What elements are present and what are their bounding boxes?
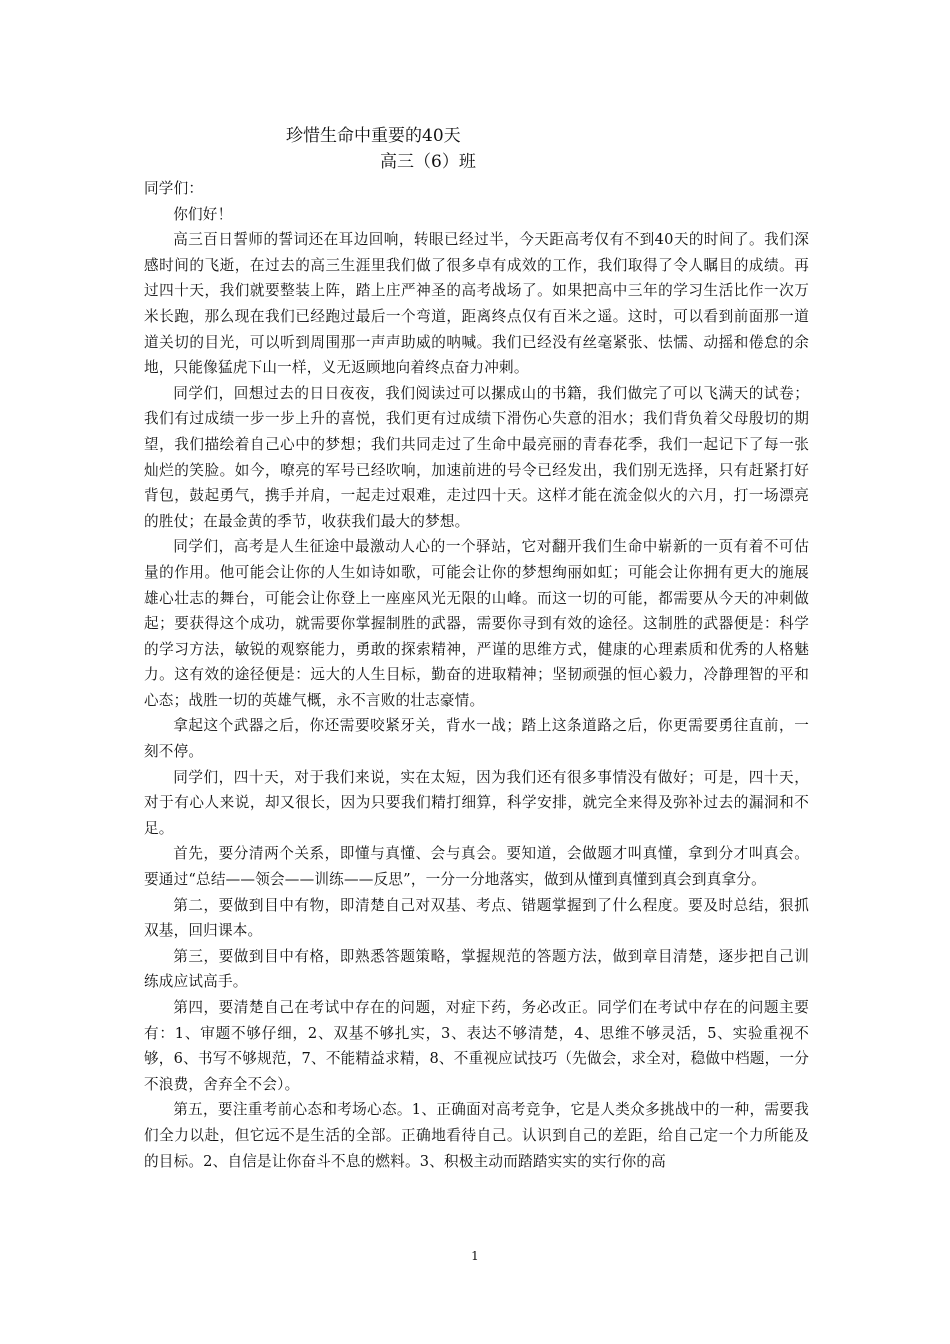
paragraph: 第五，要注重考前心态和考场心态。1、正确面对高考竞争，它是人类众多挑战中的一种，需要我们全力以赴，但它远不是生活的全部。正确地看待自己。认识到自己的差距，给自己定一个力所能及的目标。2、自信是让你奋斗不息的燃料。3、积极主动而踏踏实实的实行你的高 <box>144 1101 809 1170</box>
paragraph: 第二，要做到目中有物，即清楚自己对双基、考点、错题掌握到了什么程度。要及时总结，狠抓双基，回归课本。 <box>144 896 809 940</box>
paragraph: 同学们，四十天，对于我们来说，实在太短，因为我们还有很多事情没有做好；可是，四十天，对于有心人来说，却又很长，因为只要我们精打细算，科学安排，就完全来得及弥补过去的漏洞和不足。 <box>144 768 809 837</box>
page-number: 1 <box>471 1249 479 1263</box>
paragraph: 首先，要分清两个关系，即懂与真懂、会与真会。要知道，会做题才叫真懂，拿到分才叫真会。要通过“总结——领会——训练——反思”，一分一分地落实，做到从懂到真懂到真会到真拿分。 <box>144 845 809 889</box>
document-title: 珍惜生命中重要的40天 <box>286 126 461 146</box>
paragraph: 高三百日誓师的誓词还在耳边回响，转眼已经过半，今天距高考仅有不到40天的时间了。我们深感时间的飞逝，在过去的高三生涯里我们做了很多卓有成效的工作，我们取得了令人瞩目的成绩。再过四十天，我们就要整装上阵，踏上庄严神圣的高考战场了。如果把高中三年的学习生活比作一次万米长跑，那么现在我们已经跑过最后一个弯道，距离终点仅有百米之遥。这时，可以看到前面那一道道关切的目光，可以听到周围那一声声助威的呐喊。我们已经没有丝毫紧张、怯懦、动摇和倦怠的余地，只能像猛虎下山一样，义无返顾地向着终点奋力冲刺。 <box>144 231 809 377</box>
document-subtitle: 高三（6）班 <box>380 152 476 172</box>
paragraph: 同学们，高考是人生征途中最激动人心的一个驿站，它对翻开我们生命中崭新的一页有着不可估量的作用。他可能会让你的人生如诗如歌，可能会让你的梦想绚丽如虹；可能会让你拥有更大的施展雄心壮志的舞台，可能会让你登上一座座风光无限的山峰。而这一切的可能，都需要从今天的冲刺做起；要获得这个成功，就需要你掌握制胜的武器，需要你寻到有效的途径。这制胜的武器便是：科学的学习方法，敏锐的观察能力，勇敢的探索精神，严谨的思维方式，健康的心理素质和优秀的人格魅力。这有效的途径便是：远大的人生目标，勤奋的进取精神；坚韧顽强的恒心毅力，冷静理智的平和心态；战胜一切的英雄气概，永不言败的壮志豪情。 <box>144 538 809 709</box>
paragraph: 第三，要做到目中有格，即熟悉答题策略，掌握规范的答题方法，做到章目清楚，逐步把自己训练成应试高手。 <box>144 947 809 991</box>
greeting: 你们好！ <box>173 205 233 223</box>
document-body <box>144 176 809 1174</box>
paragraph: 同学们，回想过去的日日夜夜，我们阅读过可以摞成山的书籍，我们做完了可以飞满天的试卷；我们有过成绩一步一步上升的喜悦，我们更有过成绩下滑伤心失意的泪水；我们背负着父母殷切的期望，我们描绘着自己心中的梦想；我们共同走过了生命中最亮丽的青春花季，我们一起记下了每一张灿烂的笑脸。如今，嘹亮的军号已经吹响，加速前进的号令已经发出，我们别无选择，只有赶紧打好背包，鼓起勇气，携手并肩，一起走过艰难，走过四十天。这样才能在流金似火的六月，打一场漂亮的胜仗；在最金黄的季节，收获我们最大的梦想。 <box>144 384 809 530</box>
salutation: 同学们： <box>144 180 204 197</box>
paragraph: 第四，要清楚自己在考试中存在的问题，对症下药，务必改正。同学们在考试中存在的问题主要有：1、审题不够仔细，2、双基不够扎实，3、表达不够清楚，4、思维不够灵活，5、实验重视不够，6、书写不够规范，7、不能精益求精，8、不重视应试技巧（先做会，求全对，稳做中档题，一分不浪费，舍弃全不会）。 <box>144 999 809 1093</box>
paragraph: 拿起这个武器之后，你还需要咬紧牙关，背水一战；踏上这条道路之后，你更需要勇往直前，一刻不停。 <box>144 717 809 761</box>
